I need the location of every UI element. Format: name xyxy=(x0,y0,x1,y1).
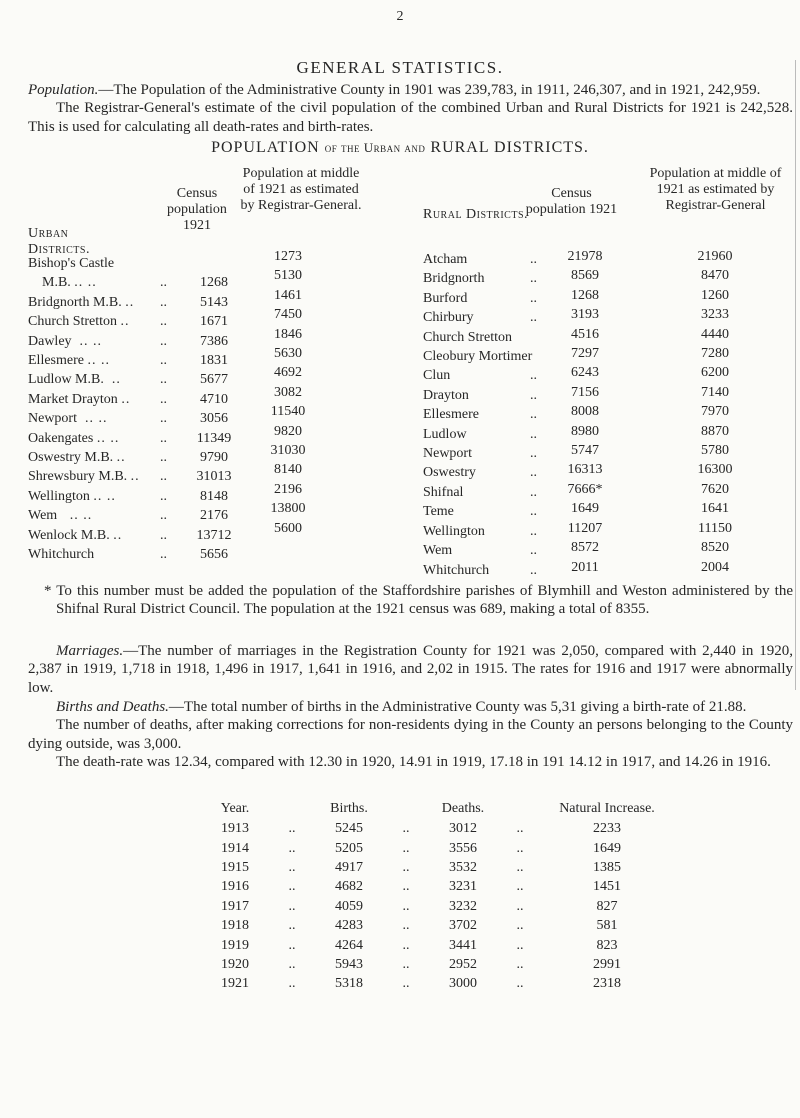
urban-estimate-value: 5630 xyxy=(274,346,302,362)
table-row: 1914 .. 5205 .. 3556 .. 1649 xyxy=(221,840,621,856)
rural-estimate-value: 7970 xyxy=(701,404,729,420)
urban-estimate-value: 9820 xyxy=(274,423,302,439)
urban-estimate-value: 1273 xyxy=(274,249,302,264)
table-row: 1920 .. 5943 .. 2952 .. 2991 xyxy=(221,956,621,972)
table-row: 1917 .. 4059 .. 3232 .. 827 xyxy=(221,898,618,914)
table-row: 1915 .. 4917 .. 3532 .. 1385 xyxy=(221,860,621,876)
rural-estimate-value: 6200 xyxy=(701,365,729,381)
urban-district-name: Church Stretton .. xyxy=(28,314,130,330)
rural-census-value: 11207 xyxy=(567,520,603,536)
marriages-text: —The number of marriages in the Registration County for 1921 was 2,050, compared with 2,440 in 1920, 2,387 in 1919, 1,718 in 1918, 1,496 in 1917, 1,641 in 1916, and 2,02 in 1915. The rates for 1916 and 1917 were abnormally low. xyxy=(28,643,793,696)
urban-census-value: 4710 xyxy=(200,391,228,407)
urban-estimate-value: 8140 xyxy=(274,462,302,478)
rural-district-name: Teme xyxy=(423,504,454,520)
urban-district-name: Oswestry M.B. .. xyxy=(28,450,126,466)
rural-estimate-value: 3233 xyxy=(701,307,729,323)
rural-leader-dots: .. .. .. .. .. .. .. .. .. .. .. .. .. .. .. xyxy=(530,252,537,578)
urban-census-column xyxy=(186,254,242,565)
rural-census-value: 7297 xyxy=(571,346,599,362)
page-title: GENERAL STATISTICS. xyxy=(296,58,504,77)
rural-census-value: 21978 xyxy=(567,249,603,264)
urban-estimate-value: 11540 xyxy=(270,404,306,420)
rural-estimate-value: 21960 xyxy=(697,249,733,264)
rural-census-header: Census population 1921 xyxy=(525,186,618,218)
urban-census-value: 5143 xyxy=(200,294,228,310)
rural-district-name: Chirbury xyxy=(423,310,474,326)
urban-census-value: 1268 xyxy=(200,275,228,291)
urban-census-value: 11349 xyxy=(196,430,232,446)
urban-district-names xyxy=(28,254,178,565)
urban-estimate-value: 7450 xyxy=(274,307,302,323)
rural-census-value: 8008 xyxy=(571,404,599,420)
urban-census-value: 7386 xyxy=(200,333,228,349)
districts-title: POPULATION of the Urban and RURAL DISTRICTS. xyxy=(211,139,589,156)
rural-district-name: Ellesmere xyxy=(423,407,479,423)
rural-estimate-value: 8520 xyxy=(701,540,729,556)
urban-estimate-value: 3082 xyxy=(274,384,302,400)
rural-district-name: Oswestry xyxy=(423,465,476,481)
rural-census-column xyxy=(554,247,616,577)
rural-estimate-header: Population at middle of 1921 as estimated by Registrar-General xyxy=(649,166,782,214)
rural-census-value: 7666* xyxy=(567,481,603,497)
births-header: Births. xyxy=(330,801,368,816)
rural-district-name: Wem xyxy=(423,543,453,559)
urban-estimate-value: 31030 xyxy=(270,443,306,459)
table-row: 1918 .. 4283 .. 3702 .. 581 xyxy=(221,918,618,934)
urban-estimate-header: Population at middle of 1921 as estimated by Registrar-General. xyxy=(240,166,362,214)
rural-census-value: 1268 xyxy=(571,287,599,303)
population-paragraph xyxy=(28,81,793,136)
rural-estimate-value: 11150 xyxy=(698,520,732,536)
urban-estimate-value: 1461 xyxy=(274,287,302,303)
table-header-row xyxy=(200,800,672,819)
rural-estimate-value: 1641 xyxy=(701,501,729,517)
urban-district-name: Wenlock M.B. .. xyxy=(28,527,123,543)
deaths-header: Deaths. xyxy=(441,801,485,816)
urban-estimate-column xyxy=(258,247,318,538)
rural-district-name: Bridgnorth xyxy=(423,271,485,287)
vital-statistics-table xyxy=(200,800,672,994)
births-text: —The total number of births in the Administrative County was 5,31 giving a birth-rate of 21.88. xyxy=(168,699,747,715)
urban-census-value: 5656 xyxy=(200,547,228,563)
rural-estimate-value: 7620 xyxy=(701,481,729,497)
table-row: 1919 .. 4264 .. 3441 .. 823 xyxy=(221,937,618,953)
births-deaths-label: Births and Deaths. xyxy=(56,699,169,715)
urban-census-value: 1671 xyxy=(200,314,228,330)
urban-district-name: Ellesmere .. .. xyxy=(28,353,110,369)
rural-district-name: Cleobury Mortimer xyxy=(423,349,533,365)
urban-estimate-value: 5600 xyxy=(274,520,302,536)
page-edge-line xyxy=(795,60,796,690)
urban-census-value: 3056 xyxy=(200,411,228,427)
rural-census-value: 5747 xyxy=(571,443,599,459)
marriages-label: Marriages. xyxy=(56,643,124,659)
urban-district-name: Market Drayton .. xyxy=(28,391,131,407)
rural-district-name: Drayton xyxy=(423,387,469,403)
rural-census-value: 3193 xyxy=(571,307,599,323)
rural-census-value: 2011 xyxy=(571,559,599,575)
rural-estimate-value: 8470 xyxy=(701,268,729,284)
rural-districts-header: Rural Districts. xyxy=(423,207,529,222)
urban-census-value: 2176 xyxy=(200,508,228,524)
urban-census-value: 13712 xyxy=(196,527,232,543)
rural-estimate-value: 7280 xyxy=(701,346,729,362)
death-rate-text: The death-rate was 12.34, compared with 12.30 in 1920, 14.91 in 1919, 17.18 in 191 14.12 in 1917, and 14.26 in 1916. xyxy=(56,753,771,770)
rural-census-value: 4516 xyxy=(571,326,599,342)
rural-census-value: 8980 xyxy=(571,423,599,439)
urban-district-name: Newport .. .. xyxy=(28,411,108,427)
urban-district-name: Oakengates .. .. xyxy=(28,430,120,446)
urban-district-name: M.B. .. .. xyxy=(42,275,97,291)
urban-district-name: Shrewsbury M.B. .. xyxy=(28,469,140,485)
urban-district-name: Dawley .. .. xyxy=(28,333,103,349)
urban-census-value: 1831 xyxy=(200,353,228,369)
urban-estimate-value: 1846 xyxy=(274,326,302,342)
urban-district-name: Bishop's Castle xyxy=(28,256,115,271)
natural-increase-header: Natural Increase. xyxy=(559,801,655,816)
page-number: 2 xyxy=(396,9,404,24)
population-text: —The Population of the Administrative County in 1901 was 239,783, in 1911, 246,307, and in 1921, 242,959. xyxy=(98,82,761,98)
urban-estimate-value: 5130 xyxy=(274,268,302,284)
registrar-estimate-text: The Registrar-General's estimate of the civil population of the combined Urban and Rural Districts for 1921 is 242,528. This is used for calculating all death-rates and birth-rates. xyxy=(28,100,793,135)
urban-census-value: 31013 xyxy=(196,469,232,485)
urban-estimate-value: 4692 xyxy=(274,365,302,381)
rural-estimate-value: 8870 xyxy=(701,423,729,439)
rural-district-name: Clun xyxy=(423,368,451,384)
urban-district-name: Ludlow M.B. .. xyxy=(28,372,121,388)
urban-district-name: Whitchurch xyxy=(28,547,95,563)
urban-district-name: Bridgnorth M.B. .. xyxy=(28,294,135,310)
urban-census-value: 5677 xyxy=(200,372,228,388)
urban-estimate-value: 2196 xyxy=(274,481,302,497)
rural-census-value: 8572 xyxy=(571,540,599,556)
rural-district-name: Shifnal xyxy=(423,484,464,500)
rural-district-name: Church Stretton xyxy=(423,329,513,345)
rural-census-value: 8569 xyxy=(571,268,599,284)
rural-district-name: Whitchurch xyxy=(423,562,490,578)
urban-census-value: 9790 xyxy=(200,450,228,466)
urban-district-name: Wem .. .. xyxy=(28,508,93,524)
rural-estimate-value: 7140 xyxy=(701,384,729,400)
rural-census-value: 6243 xyxy=(571,365,599,381)
urban-census-header: Census population 1921 xyxy=(167,186,227,234)
footnote: * To this number must be added the population of the Staffordshire parishes of Blymhill and Weston administered by the Shifnal Rural District Council. The population at the 1921 census was 689, making a total of 8355. xyxy=(44,583,793,618)
table-row: 1921 .. 5318 .. 3000 .. 2318 xyxy=(221,976,621,992)
rural-estimate-value: 2004 xyxy=(701,559,729,575)
year-header: Year. xyxy=(220,801,250,816)
rural-district-name: Ludlow xyxy=(423,426,467,442)
deaths-text: The number of deaths, after making corrections for non-residents dying in the County an persons belonging to the County dying outside, was 3,000. xyxy=(28,717,793,752)
urban-leader-dots: .. .. .. .. .. .. .. .. .. .. .. .. .. .. .. xyxy=(160,275,167,563)
rural-district-name: Atcham xyxy=(423,252,468,267)
births-deaths-paragraph xyxy=(28,698,793,771)
rural-estimate-value: 4440 xyxy=(701,326,729,342)
marriages-paragraph xyxy=(28,642,793,697)
rural-census-value: 7156 xyxy=(571,384,599,400)
rural-district-name: Burford xyxy=(423,290,468,306)
urban-district-name: Wellington .. .. xyxy=(28,488,116,504)
table-row: 1913 .. 5245 .. 3012 .. 2233 xyxy=(221,821,621,837)
rural-district-name: Newport xyxy=(423,446,472,462)
urban-estimate-value: 13800 xyxy=(270,501,306,517)
urban-districts-header: Urban Districts. xyxy=(28,226,90,258)
rural-estimate-value: 1260 xyxy=(701,287,729,303)
rural-census-value: 1649 xyxy=(571,501,599,517)
urban-census-value: 8148 xyxy=(200,488,228,504)
rural-estimate-value: 16300 xyxy=(697,462,733,478)
rural-census-value: 16313 xyxy=(567,462,603,478)
rural-estimate-column xyxy=(682,247,748,577)
rural-district-name: Wellington xyxy=(423,523,485,539)
table-row: 1916 .. 4682 .. 3231 .. 1451 xyxy=(221,879,621,895)
population-label: Population. xyxy=(28,82,99,98)
rural-estimate-value: 5780 xyxy=(701,443,729,459)
